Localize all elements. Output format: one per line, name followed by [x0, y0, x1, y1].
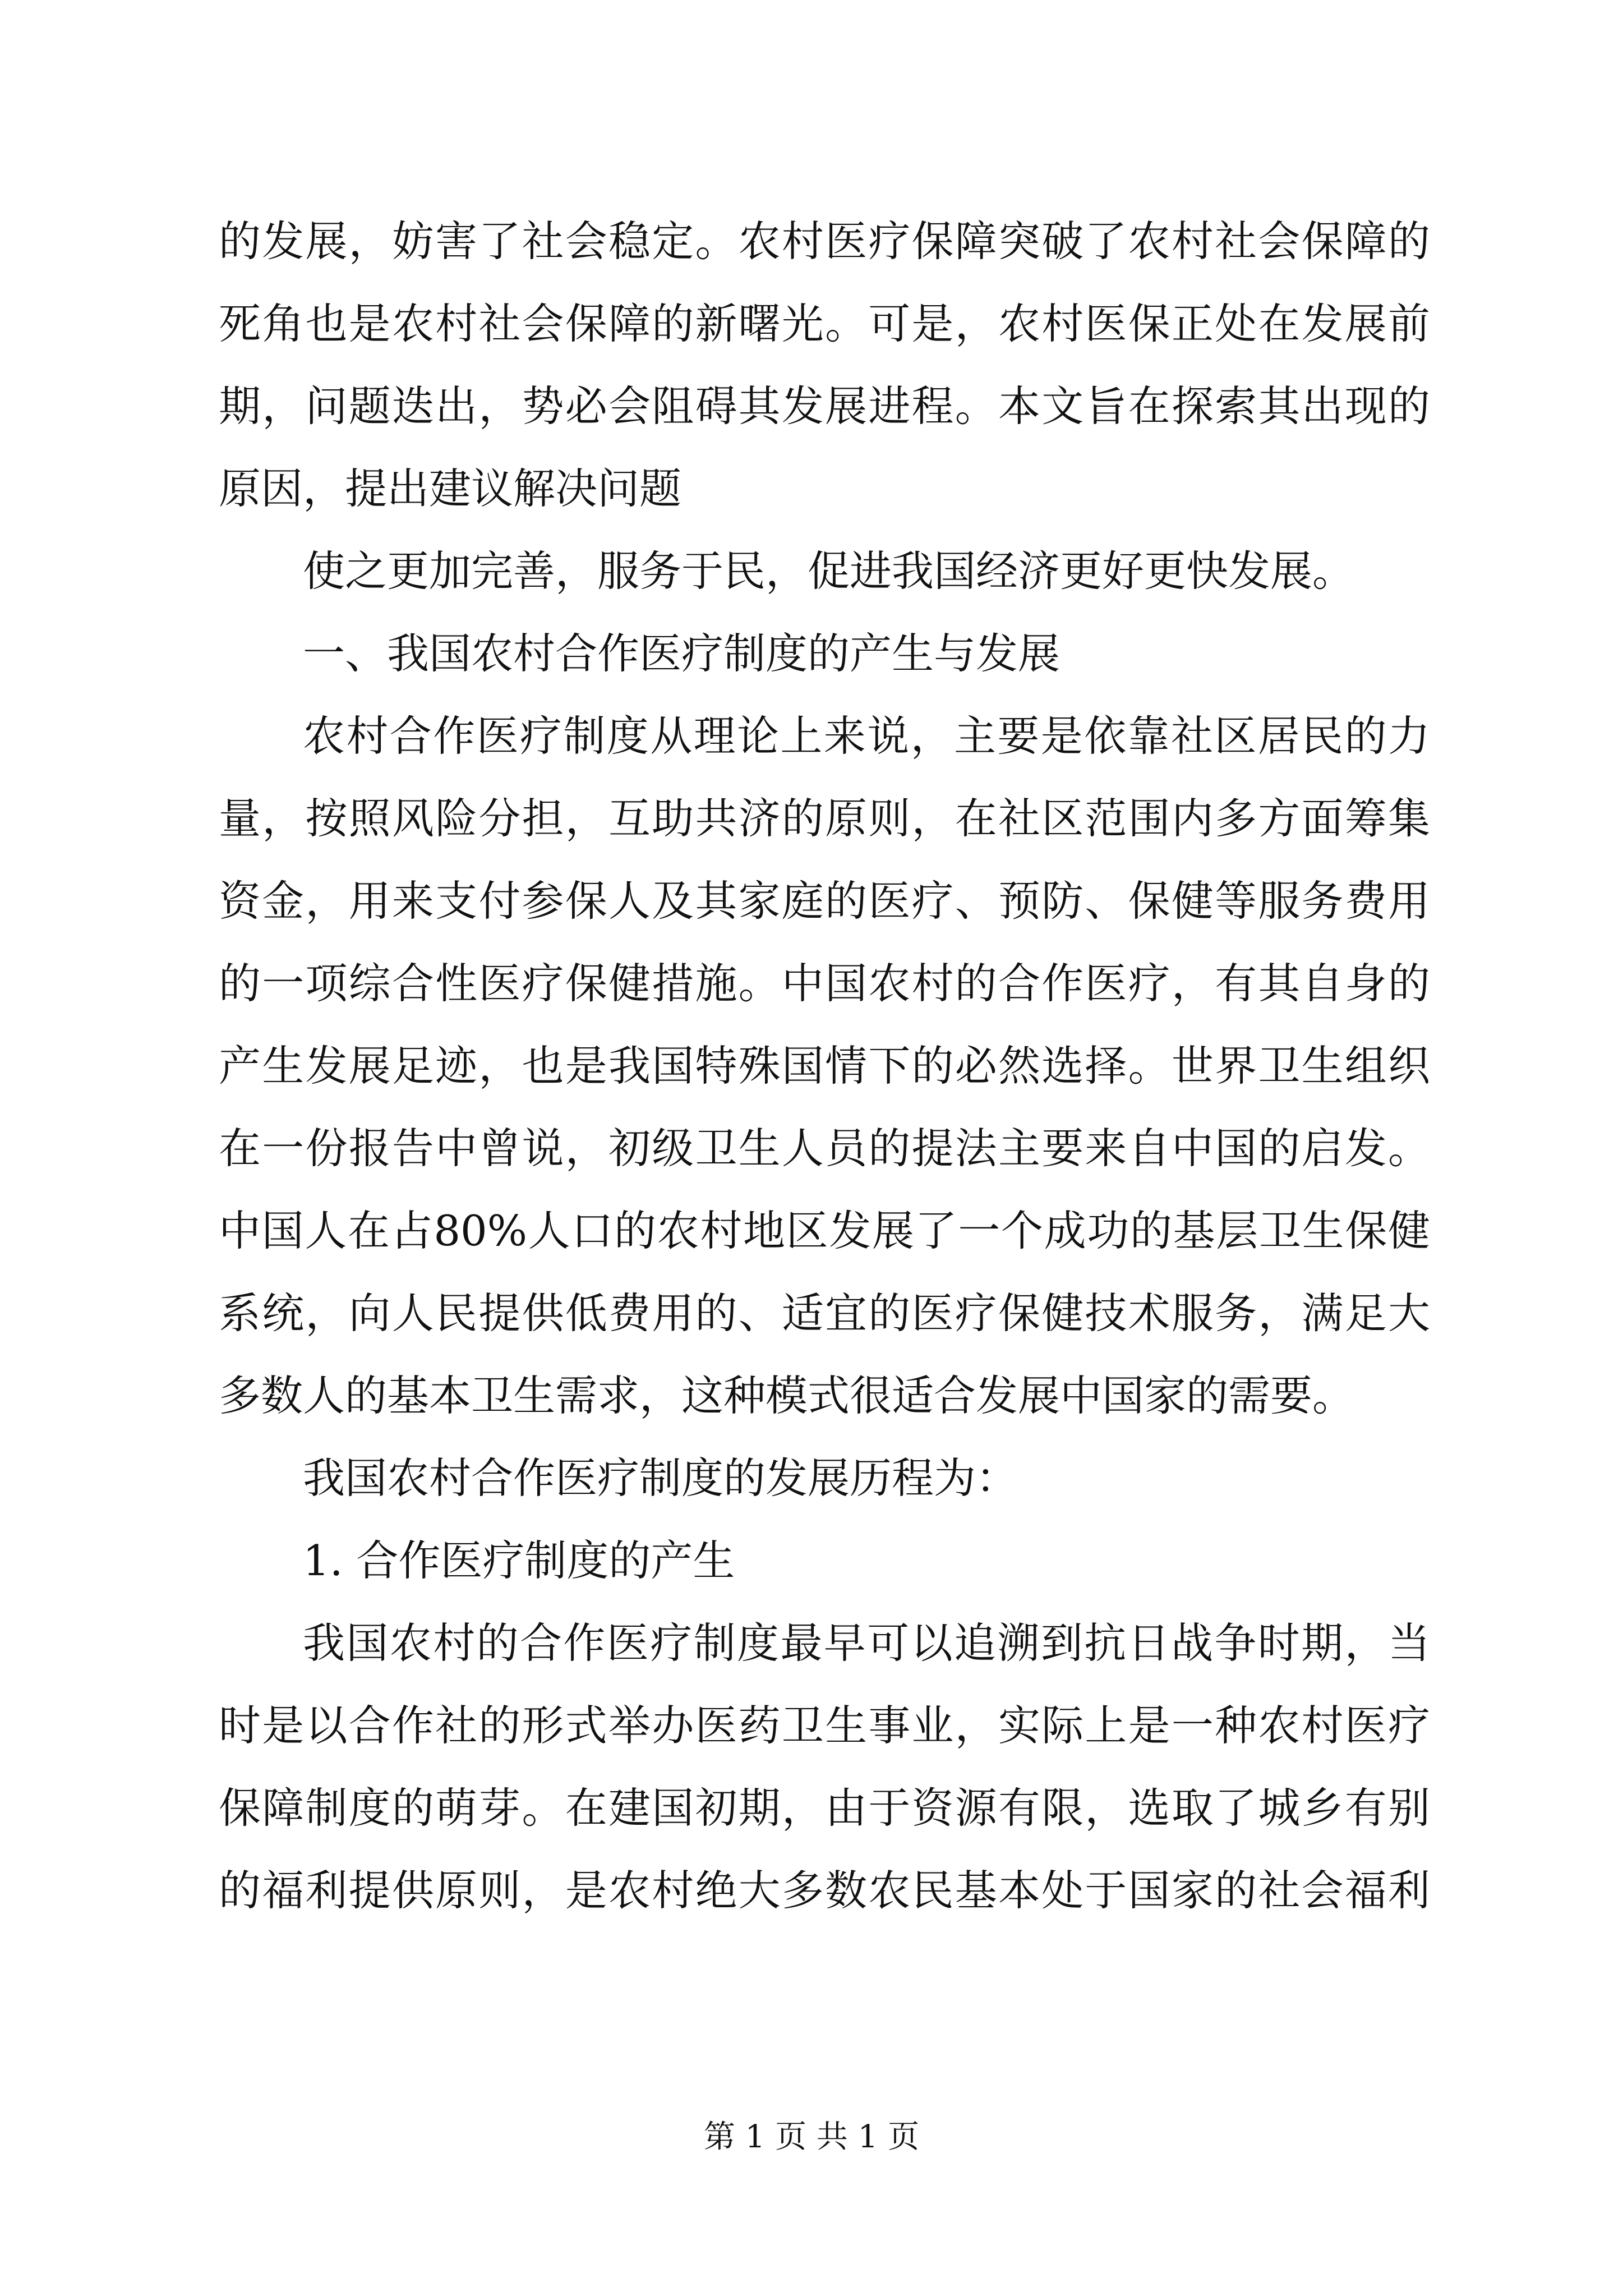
page-footer: 第 1 页 共 1 页: [703, 2119, 920, 2155]
text-line: 1. 合作医疗制度的产生: [303, 1536, 735, 1585]
text-line: 系统，向人民提供低费用的、适宜的医疗保健技术服务，满足大: [219, 1289, 1430, 1338]
text-line: 的一项综合性医疗保健措施。中国农村的合作医疗，有其自身的: [219, 959, 1430, 1008]
text-line: 原因，提出建议解决问题: [219, 464, 682, 513]
text-line: 中国人在占80%人口的农村地区发展了一个成功的基层卫生保健: [219, 1206, 1430, 1255]
text-line: 的发展，妨害了社会稳定。农村医疗保障突破了农村社会保障的: [219, 217, 1430, 266]
text-line: 多数人的基本卫生需求，这种模式很适合发展中国家的需要。: [219, 1371, 1355, 1420]
text-line: 农村合作医疗制度从理论上来说，主要是依靠社区居民的力: [303, 711, 1430, 761]
text-line: 保障制度的萌芽。在建国初期，由于资源有限，选取了城乡有别: [219, 1783, 1430, 1833]
text-line: 资金，用来支付参保人及其家庭的医疗、预防、保健等服务费用: [219, 876, 1430, 926]
text-line: 我国农村合作医疗制度的发展历程为：: [303, 1453, 1018, 1503]
text-line: 死角也是农村社会保障的新曙光。可是，农村医保正处在发展前: [219, 299, 1430, 348]
text-line: 期，问题迭出，势必会阻碍其发展进程。本文旨在探索其出现的: [219, 381, 1430, 431]
text-line: 我国农村的合作医疗制度最早可以追溯到抗日战争时期，当: [303, 1618, 1430, 1668]
text-line: 一、我国农村合作医疗制度的产生与发展: [303, 629, 1061, 678]
text-line: 的福利提供原则，是农村绝大多数农民基本处于国家的社会福利: [219, 1866, 1430, 1915]
text-line: 时是以合作社的形式举办医药卫生事业，实际上是一种农村医疗: [219, 1701, 1430, 1750]
text-line: 产生发展足迹，也是我国特殊国情下的必然选择。世界卫生组织: [219, 1041, 1430, 1091]
text-line: 使之更加完善，服务于民，促进我国经济更好更快发展。: [303, 546, 1355, 596]
text-line: 在一份报告中曾说，初级卫生人员的提法主要来自中国的启发。: [219, 1124, 1430, 1173]
text-line: 量，按照风险分担，互助共济的原则，在社区范围内多方面筹集: [219, 794, 1430, 843]
